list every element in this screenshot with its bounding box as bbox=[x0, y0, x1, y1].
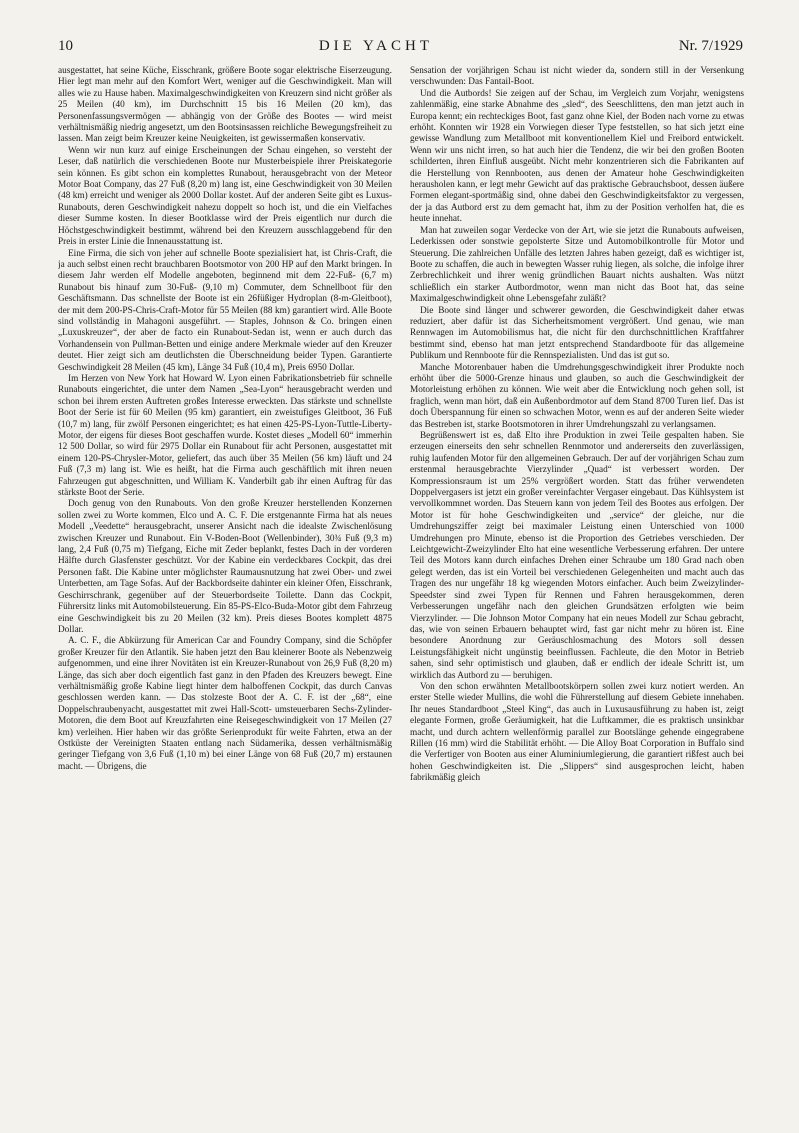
paragraph: Eine Firma, die sich von jeher auf schnelle Boote spezialisiert hat, ist Chris-Craft, die ja auch selbst einen recht brauchbaren Bootsmotor von 200 HP auf den Markt bringen. In diesem Jahr werden elf Modelle angeboten, beginnend mit dem 22-Fuß- (6,7 m) Runabout bis hinauf zum 30-Fuß- (9,10 m) Commuter, dem Schnellboot für den Geschäftsmann. Das schnellste der Boote ist ein 26füßiger Hydroplan (8-m-Gleitboot), der mit dem 200-PS-Chris-Craft-Motor für 55 Meilen (88 km) garantiert wird. Alle Boote sind vollständig in Mahagoni ausgeführt. — Staples, Johnson & Co. bringen einen „Luxuskreuzer“, der aber de facto ein Runabout-Sedan ist, wenn er auch durch das Vorhandensein von Pullman-Betten und einige andere Merkmale wieder auf den Kreuzer deutet. Hier zeigt sich am deutlichsten die Überschneidung beider Typen. Garantierte Geschwindigkeit 28 Meilen (45 km), Länge 34 Fuß (10,4 m), Preis 6950 Dollar. bbox=[58, 248, 392, 373]
paragraph: Von den schon erwähnten Metallbootskörpern sollen zwei kurz notiert werden. An erster Stelle wieder Mullins, die wohl die Führerstellung auf diesem Gebiete innehaben. Ihr neues Standardboot „Steel King“, das auch in Luxusausführung zu haben ist, zeigt elegante Formen, große Geräumigkeit, hat die Luftkammer, die es praktisch unsinkbar macht, und durch achtern wellenförmig parallel zur Bootslänge gehende eingegrabene Rillen (16 mm) wird die Stabilität erhöht. — Die Alloy Boat Corporation in Buffalo sind die Verfertiger von Booten aus einer Aluminiumlegierung, die garantiert rißfest auch bei hohen Geschwindigkeiten ist. Die „Slippers“ sind ausgesprochen leicht, haben fabrikmäßig gleich bbox=[410, 681, 744, 784]
left-text-column bbox=[58, 66, 392, 1116]
masthead-title: DIE YACHT bbox=[318, 38, 433, 54]
right-text-column bbox=[410, 66, 744, 1116]
paragraph: Im Herzen von New York hat Howard W. Lyon einen Fabrikationsbetrieb für schnelle Runabouts eingerichtet, die unter dem Namen „Sea-Lyon“ herausgebracht werden und schon bei ihrem ersten Auftreten großes Interesse erweckten. Das stärkste und schnellste Boot der Serie ist für 60 Meilen (95 km) garantiert, ein zweistufiges Gleitboot, 36 Fuß (10,7 m) lang, für zwölf Personen eingerichtet; es hat einen 425-PS-Lyon-Tuttle-Liberty-Motor, der eigens für dieses Boot geschaffen wurde. Kostet dieses „Modell 60“ immerhin 12 500 Dollar, so wird für 2975 Dollar ein Runabout für acht Personen, ausgestattet mit einem 120-PS-Chrysler-Motor, geliefert, das auch über 35 Meilen (56 km) läuft und 24 Fuß (7,3 m) lang ist. Wie es heißt, hat die Firma auch geschäftlich mit ihren neuen Fahrzeugen gut abgeschnitten, und William K. Vanderbilt gab ihr einen Auftrag für das stärkste Boot der Serie. bbox=[58, 373, 392, 499]
paragraph: Begrüßenswert ist es, daß Elto ihre Produktion in zwei Teile gespalten haben. Sie erzeugen einerseits den sehr schnellen Rennmotor und andererseits den zuverlässigen, ruhig laufenden Motor für den allgemeinen Gebrauch. Der auf der vorjährigen Schau zum erstenmal herausgebrachte Vierzylinder „Quad“ ist verbessert worden. Der Kompressionsraum ist um 25% vergrößert worden. Statt das früher verwendeten Doppelvergasers ist jetzt ein großer vereinfachter Vergaser eingebaut. Das Kühlsystem ist vervollkommnet worden. Das Steuern kann von jedem Teil des Bootes aus erfolgen. Der Motor ist für hohe Geschwindigkeiten und „service“ der gleiche, nur die Umdrehungsziffer zeigt bei maximaler Leistung einen Unterschied von 1000 Umdrehungen pro Minute, ebenso ist die Proportion des Getriebes verschieden. Der Leichtgewicht-Zweizylinder Elto hat eine wesentliche Verbesserung erfahren. Der untere Teil des Motors kann durch einfaches Drehen einer Schraube um 180 Grad nach oben gelegt werden, das ist ein Vorteil bei verschiedenen Gelegenheiten und macht auch das Tragen des nur ungefähr 18 kg wiegenden Motors einfacher. Auch beim Zweizylinder-Speedster sind zwei Typen für Rennen und Fahren herausgekommen, deren Verbesserungen ungefähr nach den gleichen Grundsätzen erfolgten wie beim Vierzylinder. — Die Johnson Motor Company hat ein neues Modell zur Schau gebracht, das, wie von seinen Erbauern behauptet wird, fast gar nicht mehr zu hören ist. Eine besondere Anordnung zur Geräuschlosmachung des Motors soll dessen Leistungsfähigkeit nicht ungünstig beeinflussen. Fachleute, die den Motor in Betrieb sahen, sind sehr optimistisch und glauben, daß er endlich der ideale Schritt ist, um wirklich das Autbord zu — beruhigen. bbox=[410, 431, 744, 681]
paragraph: Die Boote sind länger und schwerer geworden, die Geschwindigkeit daher etwas reduziert, aber dafür ist das Sicherheitsmoment vergrößert. Und genau, wie man Rennwagen im Automobilismus hat, die nicht für den durchschnittlichen Kraftfahrer bestimmt sind, ebenso hat man jetzt entsprechend Standardboote für das allgemeine Publikum und Rennboote für die Rennspezialisten. Und das ist gut so. bbox=[410, 305, 744, 362]
paragraph: Man hat zuweilen sogar Verdecke von der Art, wie sie jetzt die Runabouts aufweisen, Lederkissen oder sonstwie gepolsterte Sitze und Automobilkontrolle für Motor und Steuerung. Die zahlreichen Unfälle des letzten Jahres haben gezeigt, daß es wichtiger ist, Boote zu schaffen, die auch in bewegten Wasser ruhig liegen, als solche, die infolge ihrer Zerbrechlichkeit und ihrer wenig gründlichen Bauart nichts aushalten. Was nützt schließlich ein starker Autbordmotor, wenn man nicht das Boot hat, das seine Maximalgeschwindigkeit ohne Lebensgefahr zuläßt? bbox=[410, 225, 744, 305]
page-number: 10 bbox=[58, 38, 73, 54]
paragraph: Manche Motorenbauer haben die Umdrehungsgeschwindigkeit ihrer Produkte noch erhöht über die 5000-Grenze hinaus und glauben, so auch die Geschwindigkeit der Motorleistung erhöhen zu können. Wie weit aber die Entwicklung noch gehen soll, ist fraglich, wenn man hört, daß ein Außenbordmotor auf dem Stand 8700 Turen lief. Das ist doch Überspannung für einen so schwachen Motor, wenn es auf der anderen Seite wieder das Bestreben ist, starke Bootsmotoren in ihrer Umdrehungszahl zu verlangsamen. bbox=[410, 362, 744, 430]
page-header bbox=[58, 38, 743, 62]
paragraph: Wenn wir nun kurz auf einige Erscheinungen der Schau eingehen, so versteht der Leser, daß natürlich die verschiedenen Boote nur Musterbeispiele ihrer Preiskategorie sein können. Es gibt schon ein komplettes Runabout, herausgebracht von der Meteor Motor Boat Company, das 27 Fuß (8,20 m) lang ist, eine Geschwindigkeit von 30 Meilen (48 km) erreicht und weniger als 2000 Dollar kostet. Auf der anderen Seite gibt es Luxus-Runabouts, deren Geschwindigkeit nahezu doppelt so hoch ist, und die ein Vielfaches dieser Summe kosten. In dieser Bootklasse wird der Preis eigentlich nur durch die Höchstgeschwindigkeit bestimmt, während bei den Kreuzern ausschlaggebend für den Preis in erster Linie die Innenausstattung ist. bbox=[58, 145, 392, 248]
paragraph: Und die Autbords! Sie zeigen auf der Schau, im Vergleich zum Vorjahr, wenigstens zahlenmäßig, eine starke Abnahme des „sled“, des Seeschlittens, den man jetzt auch in Europa kennt; ein rechteckiges Boot, fast ganz ohne Kiel, der Boden nach vorne zu etwas erhöht. Konnten wir 1928 ein Vorwiegen dieser Type feststellen, so hat sich jetzt eine gewisse Wandlung zum Metallboot mit konventionellem Kiel und Freibord entwickelt. Wenn wir uns nicht irren, so hat auch hier die Tendenz, die wir bei den großen Booten schilderten, ihren Einfluß ausgeübt. Nicht mehr konzentrieren sich die Fabrikanten auf die Herstellung von Rennbooten, aus denen der Amateur hohe Geschwindigkeiten herausholen kann, er legt mehr Gewicht auf das praktische Gebrauchsboot, dessen äußere Formen elegant-sportmäßig sind, ohne dabei den Geschwindigkeitsfaktor zu vergessen, der ja das Autbord erst zu dem gemacht hat, ihm zu der Position verholfen hat, die es heute innehat. bbox=[410, 88, 744, 225]
paragraph: Sensation der vorjährigen Schau ist nicht wieder da, sondern still in der Versenkung verschwunden: Das Fantail-Boot. bbox=[410, 66, 744, 88]
paragraph: Doch genug von den Runabouts. Von den große Kreuzer herstellenden Konzernen sollen zwei zu Worte kommen, Elco und A. C. F. Die erstgenannte Firma hat als neues Modell „Veedette“ herausgebracht, unserer Ansicht nach die idealste Zwischenlösung zwischen Kreuzer und Runabout. Ein V-Boden-Boot (Wellenbinder), 30¾ Fuß (9,3 m) lang, 2,4 Fuß (0,75 m) Tiefgang, Eiche mit Zeder beplankt, festes Dach in der vorderen Hälfte durch Glasfenster geschützt. Vor der Kabine ein verdeckbares Cockpit, das drei Personen faßt. Die Kabine unter möglichster Raumausnutzung hat zwei Ober- und zwei Unterbetten, am Tage Sofas. Auf der Backbordseite dahinter ein kleiner Ofen, Eisschrank, Geschirrschrank, gegenüber auf der Steuerbordseite Toilette. Dann das Cockpit, Führersitz links mit Automobilsteuerung. Ein 85-PS-Elco-Buda-Motor gibt dem Fahrzeug eine Geschwindigkeit bis zu 20 Meilen (32 km). Preis dieses Bootes komplett 4875 Dollar. bbox=[58, 499, 392, 635]
issue-number: Nr. 7/1929 bbox=[678, 38, 743, 54]
paragraph: ausgestattet, hat seine Küche, Eisschrank, größere Boote sogar elektrische Eiserzeugung. Hier legt man mehr auf den Komfort Wert, weniger auf die Geschwindigkeit. Man will alles wie zu Hause haben. Maximalgeschwindigkeiten von Kreuzern sind nicht größer als 25 Meilen (40 km), im Durchschnitt 15 bis 16 Meilen (20 km), das Personenfassungsvermögen — abhängig von der Größe des Bootes — wird meist verhältnismäßig niedrig angesetzt, um den Bootsinsassen reichliche Bewegungsfreiheit zu lassen. Man zeigt beim Kreuzer keine Neuigkeiten, ist gewissermaßen konservativ. bbox=[58, 66, 392, 145]
paragraph: A. C. F., die Abkürzung für American Car and Foundry Company, sind die Schöpfer großer Kreuzer für den Atlantik. Sie haben jetzt den Bau kleinerer Boote als Nebenzweig aufgenommen, und eine ihrer Novitäten ist ein Kreuzer-Runabout von 26,9 Fuß (8,20 m) Länge, das sich aber doch eigentlich fast ganz in den Pfaden des Kreuzers bewegt. Eine verhältnismäßig große Kabine liegt hinter dem halboffenen Cockpit, das durch Canvas geschlossen werden kann. — Das stolzeste Boot der A. C. F. ist der „68“, eine Doppelschraubenyacht, ausgestattet mit zwei Hall-Scott- umsteuerbaren Sechs-Zylinder-Motoren, die dem Boot auf Kreuzfahrten eine Reisegeschwindigkeit von 17 Meilen (27 km) verleihen. Hier haben wir das größte Serienprodukt für weite Fahrten, etwa an der Ostküste der Vereinigten Staaten entlang nach Südamerika, dessen verhältnismäßig geringer Tiefgang von 3,6 Fuß (1,10 m) bei einer Länge von 68 Fuß (20,7 m) erstaunen macht. — Übrigens, die bbox=[58, 636, 392, 772]
